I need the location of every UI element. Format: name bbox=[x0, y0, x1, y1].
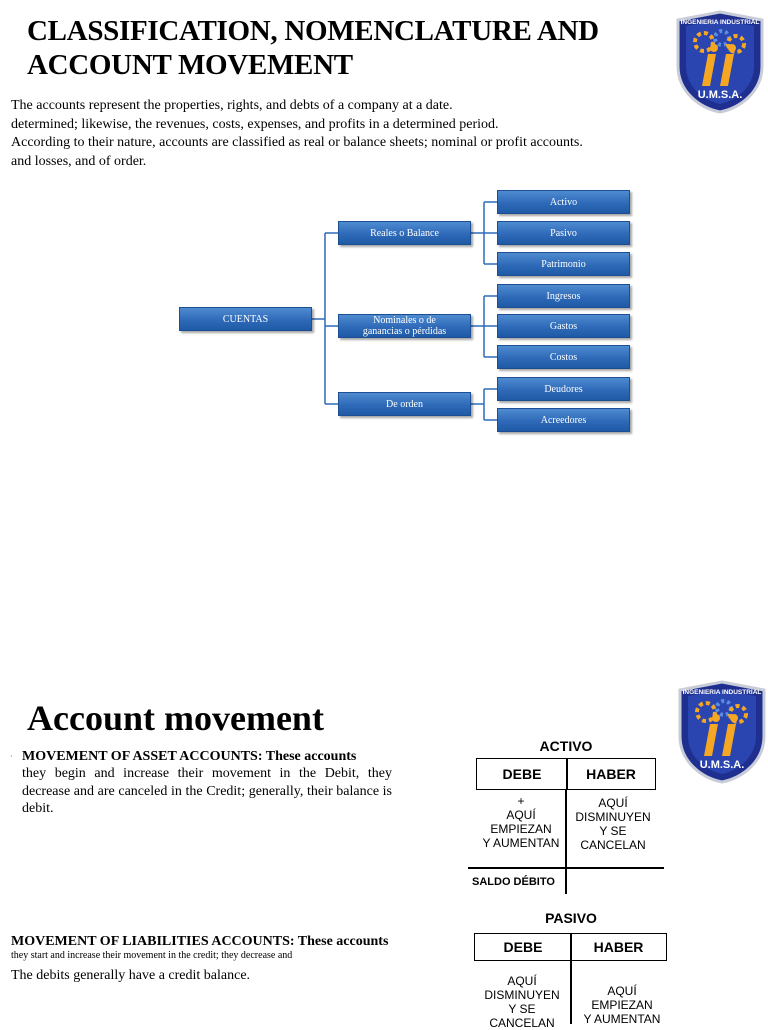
pasivo-debe-header: DEBE bbox=[474, 933, 572, 961]
tree-branch-nominales: Nominales o de ganancias o pérdidas bbox=[338, 314, 471, 338]
logo-bottom-text: U.M.S.A. bbox=[697, 89, 743, 101]
pasivo-haber-header: HABER bbox=[570, 933, 667, 961]
slide-account-movement bbox=[0, 670, 768, 1030]
activo-t-account bbox=[466, 734, 666, 904]
activo-saldo-label: SALDO DÉBITO bbox=[472, 876, 555, 888]
activo-debe-header: DEBE bbox=[476, 758, 568, 790]
tree-leaf-deudores: Deudores bbox=[497, 377, 630, 401]
tree-leaf-pasivo: Pasivo bbox=[497, 221, 630, 245]
pasivo-divider bbox=[570, 961, 572, 1024]
logo-top-text: INGENIERIA INDUSTRIAL bbox=[682, 689, 762, 696]
pasivo-debe-text: AQUÍ DISMINUYEN Y SE CANCELAN bbox=[484, 974, 560, 1030]
liabilities-accounts-body: The debits generally have a credit balance. bbox=[11, 968, 251, 983]
activo-haber-header: HABER bbox=[566, 758, 656, 790]
liabilities-accounts-small-text: they start and increase their movement in the credit; they decrease and bbox=[11, 950, 293, 961]
tree-leaf-patrimonio: Patrimonio bbox=[497, 252, 630, 276]
tree-root: CUENTAS bbox=[179, 307, 312, 331]
asset-accounts-heading: MOVEMENT OF ASSET ACCOUNTS: These accounts bbox=[22, 749, 357, 764]
slide-title: Account movement bbox=[27, 698, 324, 738]
activo-haber-text: AQUÍ DISMINUYEN Y SE CANCELAN bbox=[575, 796, 651, 852]
pasivo-t-account bbox=[466, 906, 676, 1030]
intro-text: The accounts represent the properties, rights, and debts of a company at a date. determined; likewise, the revenues, costs, expenses, and profits in a determined period. According to their nature, accounts are classified as real or balance sheets; nominal or profit accounts. and losses, and of order. bbox=[11, 98, 583, 169]
tree-branch-orden: De orden bbox=[338, 392, 471, 416]
bullet-dot: · bbox=[10, 752, 13, 761]
activo-debe-text: + AQUÍ EMPIEZAN Y AUMENTAN bbox=[482, 794, 560, 850]
tree-leaf-ingresos: Ingresos bbox=[497, 284, 630, 308]
slide-title: CLASSIFICATION, NOMENCLATURE AND ACCOUNT MOVEMENT bbox=[27, 15, 599, 81]
logo-bottom-text: U.M.S.A. bbox=[699, 759, 745, 771]
tree-leaf-costos: Costos bbox=[497, 345, 630, 369]
pasivo-haber-text: AQUÍ EMPIEZAN Y AUMENTAN bbox=[583, 984, 661, 1026]
pasivo-title: PASIVO bbox=[545, 910, 597, 926]
tree-leaf-activo: Activo bbox=[497, 190, 630, 214]
tree-leaf-gastos: Gastos bbox=[497, 314, 630, 338]
asset-accounts-body: they begin and increase their movement in the Debit, they decrease and are canceled in the Credit; generally, their balance is debit. bbox=[22, 766, 392, 816]
tree-leaf-acreedores: Acreedores bbox=[497, 408, 630, 432]
umsa-logo bbox=[676, 680, 768, 784]
liabilities-accounts-heading: MOVEMENT OF LIABILITIES ACCOUNTS: These accounts bbox=[11, 934, 389, 949]
activo-title: ACTIVO bbox=[539, 738, 593, 754]
tree-branch-reales: Reales o Balance bbox=[338, 221, 471, 245]
activo-saldo-line bbox=[468, 867, 664, 869]
umsa-logo-icon bbox=[676, 680, 768, 784]
logo-top-text: INGENIERIA INDUSTRIAL bbox=[680, 19, 760, 26]
